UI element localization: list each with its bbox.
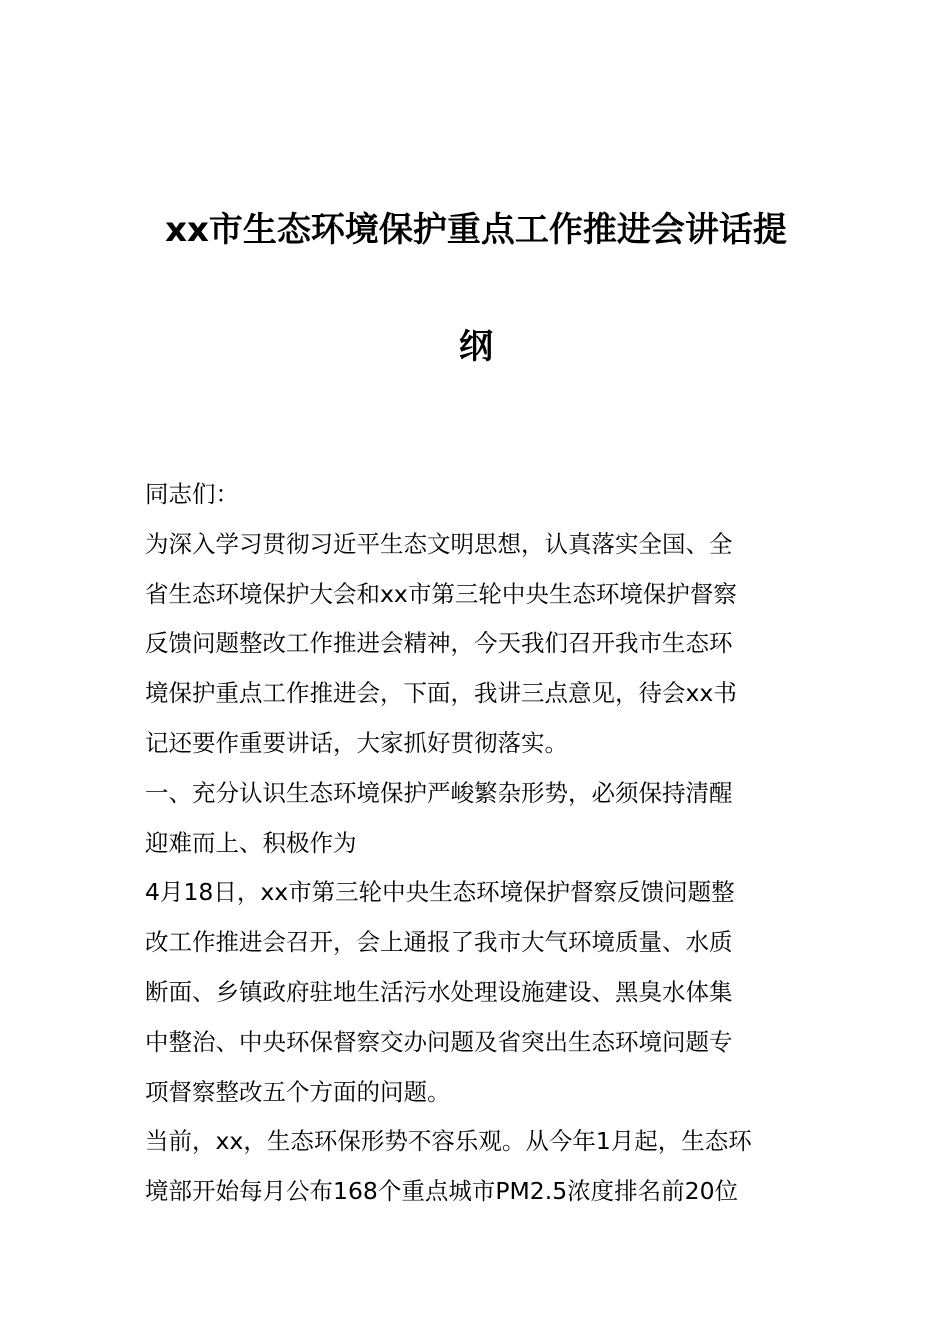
document-body xyxy=(145,470,807,1217)
section-heading-line: 一、充分认识生态环境保护严峻繁杂形势，必须保持清醒 xyxy=(145,778,733,807)
body-line: 改工作推进会召开，会上通报了我市大气环境质量、水质 xyxy=(145,928,733,957)
body-line: 境保护重点工作推进会，下面，我讲三点意见，待会xx书 xyxy=(145,679,737,708)
body-line: 同志们： xyxy=(145,480,239,508)
body-line: 省生态环境保护大会和xx市第三轮中央生态环境保护督察 xyxy=(145,579,737,608)
section-heading-line: 迎难而上、积极作为 xyxy=(145,828,357,857)
body-line: 当前，xx，生态环保形势不容乐观。从今年1月起，生态环 xyxy=(145,1127,752,1156)
body-line: 断面、乡镇政府驻地生活污水处理设施建设、黑臭水体集 xyxy=(145,977,733,1006)
body-line: 反馈问题整改工作推进会精神，今天我们召开我市生态环 xyxy=(145,629,733,658)
body-line: 为深入学习贯彻习近平生态文明思想，认真落实全国、全 xyxy=(145,529,733,558)
body-line: 中整治、中央环保督察交办问题及省突出生态环境问题专 xyxy=(145,1027,733,1056)
document-title-line-1: xx市生态环境保护重点工作推进会讲话提 xyxy=(165,210,787,250)
body-line: 境部开始每月公布168个重点城市PM2.5浓度排名前20位 xyxy=(145,1177,739,1206)
document-title-line-2: 纲 xyxy=(459,327,493,367)
body-line: 项督察整改五个方面的问题。 xyxy=(145,1077,451,1106)
body-line: 4月18日，xx市第三轮中央生态环境保护督察反馈问题整 xyxy=(145,878,735,907)
body-line: 记还要作重要讲话，大家抓好贯彻落实。 xyxy=(145,728,568,757)
